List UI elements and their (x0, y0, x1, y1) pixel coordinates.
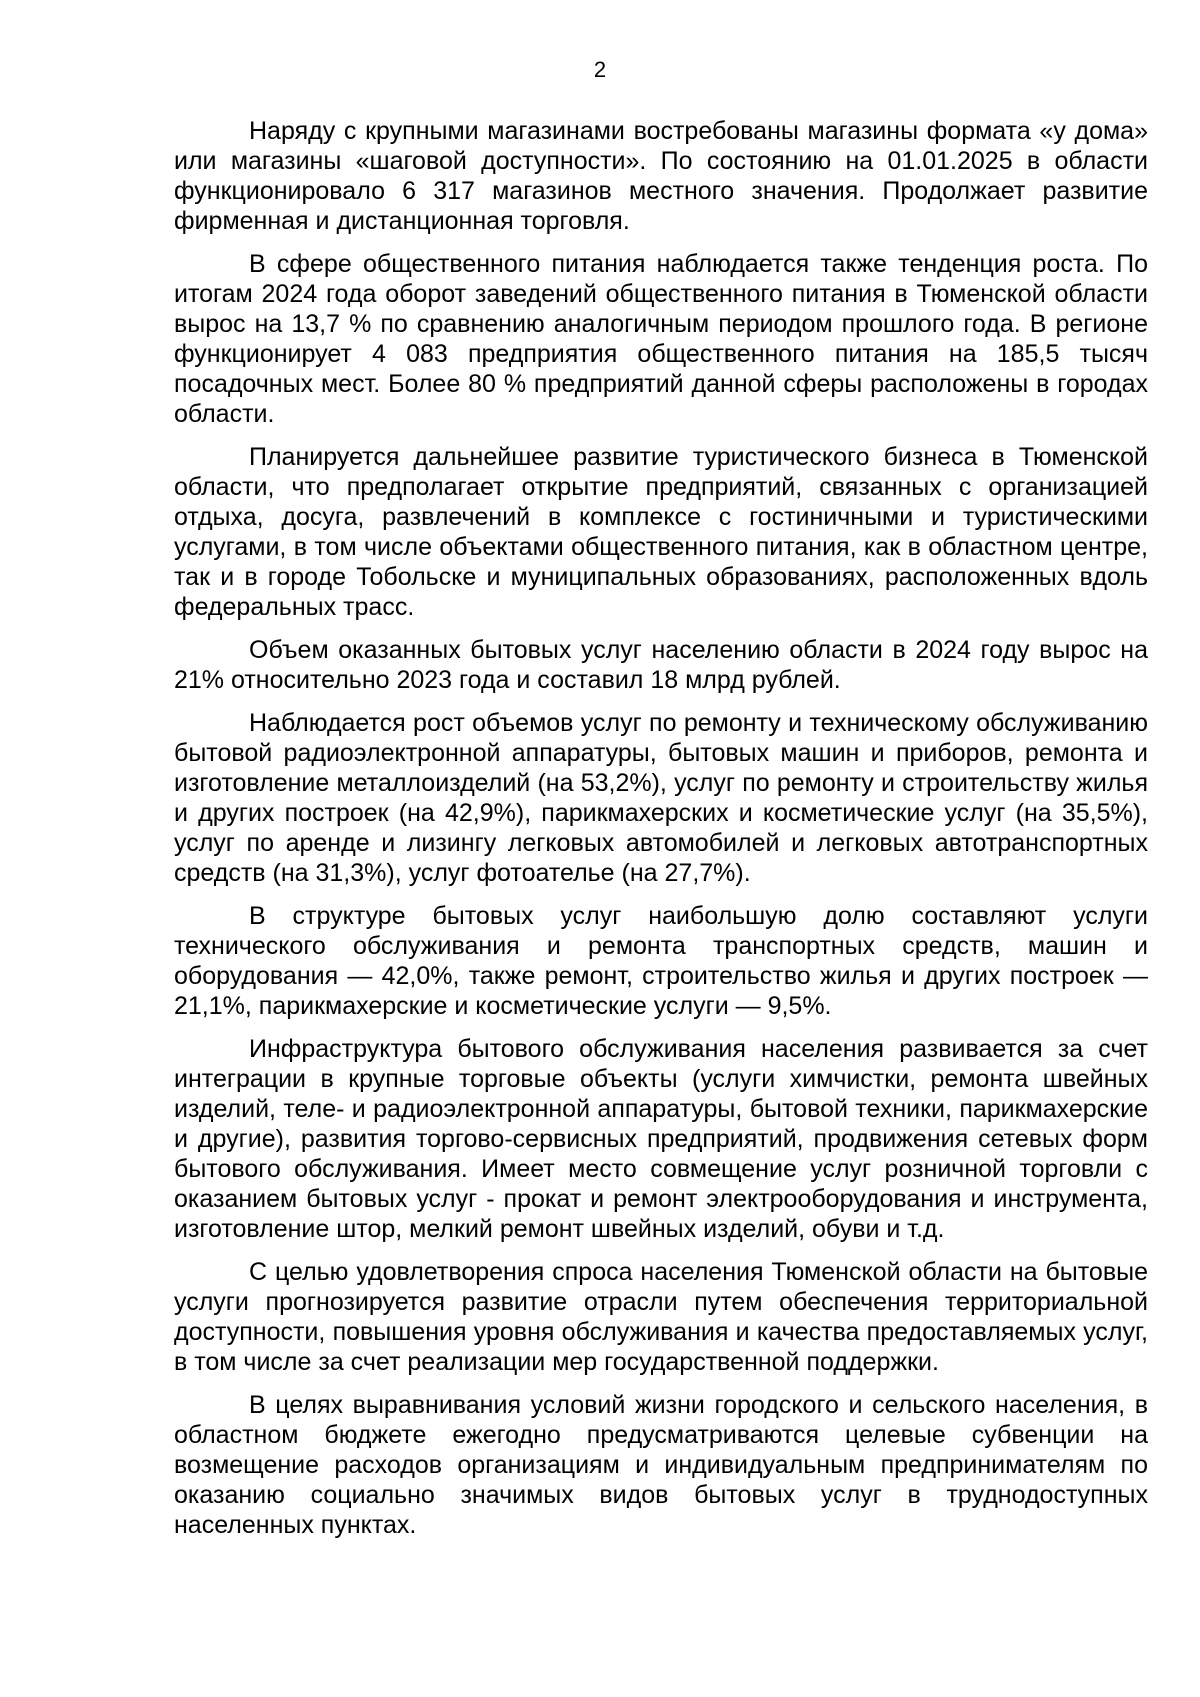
paragraph-services-growth: Наблюдается рост объемов услуг по ремонту и техническому обслуживанию бытовой радиоэлектронной аппаратуры, бытовых машин и приборов, ремонта и изготовление металлоизделий (на 53,2%), услуг по ремонту и строительству жилья и других построек (на 42,9%), парикмахерских и косметические услуг (на 35,5%), услуг по аренде и лизингу легковых автомобилей и легковых автотранспортных средств (на 31,3%), услуг фотоателье (на 27,7%). (174, 709, 1148, 887)
paragraph-retail-formats: Наряду с крупными магазинами востребованы магазины формата «у дома» или магазины «шаговой доступности». По состоянию на 01.01.2025 в области функционировало 6 317 магазинов местного значения. Продолжает развитие фирменная и дистанционная торговля. (174, 117, 1148, 235)
paragraph-tourism-business: Планируется дальнейшее развитие туристического бизнеса в Тюменской области, что предполагает открытие предприятий, связанных с организацией отдыха, досуга, развлечений в комплексе с гостиничными и туристическими услугами, в том числе объектами общественного питания, как в областном центре, так и в городе Тобольске и муниципальных образованиях, расположенных вдоль федеральных трасс. (174, 443, 1148, 621)
paragraph-household-services-volume: Объем оказанных бытовых услуг населению области в 2024 году вырос на 21% относительно 2023 года и составил 18 млрд рублей. (174, 636, 1148, 694)
paragraph-demand-forecast: С целью удовлетворения спроса населения Тюменской области на бытовые услуги прогнозируется развитие отрасли путем обеспечения территориальной доступности, повышения уровня обслуживания и качества предоставляемых услуг, в том числе за счет реализации мер государственной поддержки. (174, 1258, 1148, 1376)
page-number: 2 (593, 57, 607, 82)
paragraph-services-structure: В структуре бытовых услуг наибольшую долю составляют услуги технического обслуживания и ремонта транспортных средств, машин и оборудования — 42,0%, также ремонт, строительство жилья и других построек — 21,1%, парикмахерские и косметические услуги — 9,5%. (174, 902, 1148, 1020)
paragraph-services-infrastructure: Инфраструктура бытового обслуживания населения развивается за счет интеграции в крупные торговые объекты (услуги химчистки, ремонта швейных изделий, теле- и радиоэлектронной аппаратуры, бытовой техники, парикмахерские и другие), развития торгово-сервисных предприятий, продвижения сетевых форм бытового обслуживания. Имеет место совмещение услуг розничной торговли с оказанием бытовых услуг - прокат и ремонт электрооборудования и инструмента, изготовление штор, мелкий ремонт швейных изделий, обуви и т.д. (174, 1035, 1148, 1243)
document-body (174, 116, 1148, 1553)
paragraph-subventions: В целях выравнивания условий жизни городского и сельского населения, в областном бюджете ежегодно предусматриваются целевые субвенции на возмещение расходов организациям и индивидуальным предпринимателям по оказанию социально значимых видов бытовых услуг в труднодоступных населенных пунктах. (174, 1391, 1148, 1539)
paragraph-public-catering: В сфере общественного питания наблюдается также тенденция роста. По итогам 2024 года оборот заведений общественного питания в Тюменской области вырос на 13,7 % по сравнению аналогичным периодом прошлого года. В регионе функционирует 4 083 предприятия общественного питания на 185,5 тысяч посадочных мест. Более 80 % предприятий данной сферы расположены в городах области. (174, 250, 1148, 428)
